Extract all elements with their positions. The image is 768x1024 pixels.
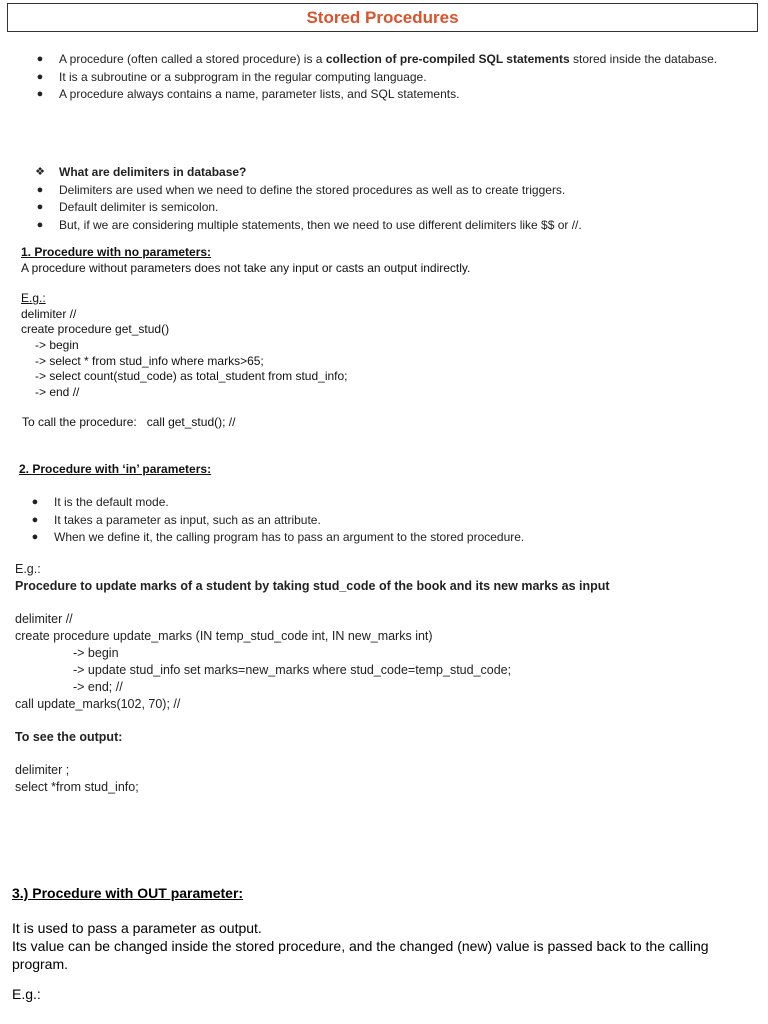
section-heading: 1. Procedure with no parameters: bbox=[21, 245, 212, 259]
code-line: -> begin bbox=[35, 337, 79, 352]
code-line: -> end // bbox=[35, 384, 80, 399]
paragraph-line: Its value can be changed inside the stored procedure, and the changed (new) value is passed back to the calling program. bbox=[12, 938, 709, 972]
list-item bbox=[34, 182, 744, 200]
list-item bbox=[34, 51, 724, 69]
list-item-text: When we define it, the calling program has to pass an argument to the stored procedure. bbox=[54, 530, 525, 544]
page-title: Stored Procedures bbox=[306, 7, 459, 27]
list-item-text: It is the default mode. bbox=[54, 495, 169, 509]
section-description: A procedure without parameters does not take any input or casts an output indirectly. bbox=[21, 260, 471, 275]
list-item bbox=[29, 529, 729, 547]
code-line: create procedure update_marks (IN temp_stud_code int, IN new_marks int) bbox=[15, 629, 433, 643]
code-line: delimiter // bbox=[21, 306, 77, 321]
code-line: delimiter ; bbox=[15, 763, 70, 777]
example-label: E.g.: bbox=[15, 562, 41, 576]
section-heading: 3.) Procedure with OUT parameter: bbox=[12, 885, 244, 901]
list-item-text: But, if we are considering multiple statements, then we need to use different delimiters like $$ or //. bbox=[59, 217, 582, 232]
output-heading: To see the output: bbox=[15, 730, 123, 744]
bullet-icon: ● bbox=[31, 496, 39, 508]
question-item bbox=[34, 164, 744, 182]
bullet-icon: ● bbox=[36, 53, 44, 65]
code-line: create procedure get_stud() bbox=[21, 322, 170, 337]
list-item-text: It is a subroutine or a subprogram in the regular computing language. bbox=[59, 69, 427, 84]
bullet-icon: ● bbox=[36, 218, 44, 231]
list-item bbox=[34, 69, 724, 87]
list-item-text: It takes a parameter as input, such as an attribute. bbox=[54, 512, 321, 527]
list-item bbox=[34, 217, 744, 235]
list-item-text: A procedure (often called a stored procedure) is a bbox=[59, 52, 326, 66]
bullet-icon: ● bbox=[36, 183, 44, 196]
list-item bbox=[34, 199, 744, 217]
code-line: -> begin bbox=[73, 646, 119, 660]
list-item-text: stored inside the database. bbox=[569, 52, 718, 66]
section-2-example bbox=[15, 561, 755, 796]
list-item-text: A procedure always contains a name, parameter lists, and SQL statements. bbox=[59, 87, 460, 101]
section-heading: 2. Procedure with ‘in’ parameters: bbox=[19, 462, 212, 476]
code-line: -> select * from stud_info where marks>65; bbox=[35, 353, 264, 368]
section-2-bullets bbox=[29, 494, 729, 547]
list-item-bold: collection of pre-compiled SQL statements bbox=[325, 52, 570, 66]
section-3 bbox=[12, 884, 732, 1003]
list-item-text: Delimiters are used when we need to define the stored procedures as well as to create triggers. bbox=[59, 182, 566, 197]
list-item bbox=[34, 86, 724, 104]
list-item bbox=[29, 512, 729, 530]
example-label: E.g.: bbox=[12, 986, 41, 1002]
list-item-text: Default delimiter is semicolon. bbox=[59, 200, 219, 214]
list-item bbox=[29, 494, 729, 512]
bullet-icon: ● bbox=[31, 513, 39, 526]
question-text: What are delimiters in database? bbox=[59, 165, 247, 179]
bullet-icon: ● bbox=[31, 531, 39, 543]
bullet-icon: ● bbox=[36, 70, 44, 83]
call-instruction: To call the procedure: call get_stud(); // bbox=[22, 415, 236, 430]
code-line: call update_marks(102, 70); // bbox=[15, 697, 181, 711]
section-1 bbox=[21, 245, 741, 431]
code-line: -> select count(stud_code) as total_student from stud_info; bbox=[35, 369, 348, 384]
delimiters-section bbox=[34, 164, 744, 234]
intro-section bbox=[34, 51, 724, 104]
bullet-icon: ● bbox=[36, 201, 44, 213]
code-line: select *from stud_info; bbox=[15, 780, 139, 794]
example-label: E.g.: bbox=[21, 291, 46, 306]
paragraph-line: It is used to pass a parameter as output. bbox=[12, 920, 262, 936]
title-box bbox=[7, 3, 758, 32]
code-line: -> update stud_info set marks=new_marks where stud_code=temp_stud_code; bbox=[73, 663, 512, 677]
example-description: Procedure to update marks of a student by taking stud_code of the book and its new marks as input bbox=[15, 579, 610, 593]
diamond-bullet-icon: ❖ bbox=[35, 166, 45, 178]
code-line: -> end; // bbox=[73, 680, 123, 694]
bullet-icon: ● bbox=[36, 88, 44, 100]
code-line: delimiter // bbox=[15, 612, 73, 626]
